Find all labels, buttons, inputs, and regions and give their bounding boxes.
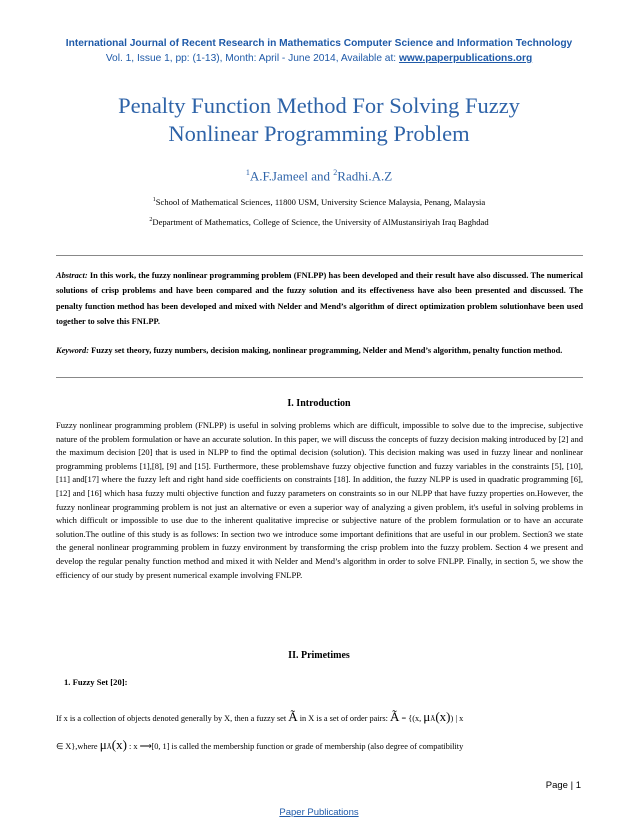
affiliation-1-sup: 1 [152,197,156,203]
membership-mu-subscript: Ã [106,743,112,751]
abstract-label: Abstract: [56,271,88,280]
author2: Radhi.A.Z [337,168,393,184]
keyword-text: Fuzzy set theory, fuzzy numbers, decision making, nonlinear programming, Nelder and Mend’s algorithm, penalty function method. [89,346,563,355]
journal-url-link[interactable]: www.paperpublications.org [398,53,533,64]
author1-sup: 1 [245,168,250,177]
section-1-body: Fuzzy nonlinear programming problem (FNLPP) is useful in solving problems which are difficult, impossible to solve due to the imprecise, subjective nature of the problem formulation or have an accurate solution. In this paper, we will discuss the concepts of fuzzy decision making introduced by [2] and the maximum decision [20] that is used in NLPP to find the optimal decision (solution). This decision making was used in fuzzy linear and nonlinear programming problems [1],[8], [9] and [15]. Furthermore, these problemshave fuzzy objective function and fuzzy variables in the constraints [5], [10], [11] and[17] where the fuzzy left and right hand side coefficients on constraints [18]. In addition, the fuzzy NLPP is used in quadratic programming [6], [12] and [16] which hasa fuzzy multi objective function and fuzzy parameters on constraints so in our NLPP that have fuzzy properties on.However, the fuzzy nonlinear programming problem is not just an alternative or even a superior way of analyzing a given problem, it's useful in solving problems in which difficult or impossible to use due to the inherent qualitative imprecise or subjective nature of the problem formulation or to have an accurate solution.The outline of this study is as follows: In section two we introduce some important definitions that are useful in our problem. Section3 we state the general nonlinear programming problem in fuzzy environment by transforming the crisp problem into the fuzzy problem. Section 4 we present and develop the regular penalty function method and mixed it with Nelder and Mend’s algorithm in order to solve FNLPP. Finally, in section 5, we show the efficiency of our study by present numerical example involving FNLPP. [56,420,583,580]
paper-title-line-1: Penalty Function Method For Solving Fuzzy [118,93,520,118]
divider-top [56,255,583,256]
fuzzy-def-part3: ∈ X},where [56,742,100,751]
affiliation-2-text: Department of Mathematics, College of Science, the University of AlMustansiriyah Iraq Baghdad [152,216,489,227]
affiliation-2-sup: 2 [149,216,153,223]
author2-sup: 2 [333,168,338,177]
fuzzy-set-symbol: Ã [288,709,298,724]
affiliations [0,191,638,231]
journal-header [0,36,638,66]
keywords [56,343,583,358]
abstract-text: In this work, the fuzzy nonlinear programming problem (FNLPP) has been developed and their result have also discussed. The numerical solutions of crisp problems and have been compared and the fuzzy solution and its effectiveness have also been presented and discussed. The penalty function method has been developed and mixed with Nelder and Mend’s algorithm of direct optimization problem solutionhave been used together to solve this FNLPP. [56,271,583,327]
abstract [56,268,583,330]
page-number: Page | 1 [545,780,581,791]
footer [0,807,638,818]
affiliation-1 [0,191,638,211]
fuzzy-set-definition [56,704,583,760]
fuzzy-def-part1: If x is a collection of objects denoted generally by X, then a fuzzy set [56,714,289,723]
fuzzy-set-rhs: = {(x, [399,714,424,723]
journal-issue-line [0,51,638,66]
author1: A.F.Jameel and [249,168,334,184]
paper-title [40,92,598,148]
affiliation-2 [0,211,638,231]
paper-title-line-2: Nonlinear Programming Problem [168,121,470,146]
fuzzy-set-lhs: Ã [390,709,400,724]
keyword-label: Keyword: [56,346,90,355]
section-1-heading: I. Introduction [287,398,351,409]
mu-subscript: Ã [430,715,436,723]
divider-bottom [56,377,583,378]
fuzzy-def-part2: in X is a set of order pairs: [297,714,391,723]
mu-symbol: μ [423,709,431,724]
fuzzy-set-end: ) | x [450,714,464,723]
membership-mu-argument: (x) [111,737,127,752]
authors [0,168,638,184]
fuzzy-def-part4: : x ⟶[0, 1] is called the membership function or grade of membership (also degree of compatibility [126,742,464,751]
journal-issue-info: Vol. 1, Issue 1, pp: (1-13), Month: April - June 2014, Available at: [105,53,399,64]
journal-name: International Journal of Recent Research in Mathematics Computer Science and Information Technology [65,38,573,49]
section-2-heading: II. Primetimes [288,650,350,661]
affiliation-1-text: School of Mathematical Sciences, 11800 USM, University Science Malaysia, Penang, Malaysia [155,196,486,207]
mu-argument: (x) [435,709,451,724]
membership-mu-symbol: μ [99,737,107,752]
footer-publisher-link[interactable]: Paper Publications [279,807,359,818]
subsection-1-heading: 1. Fuzzy Set [20]: [64,677,128,687]
